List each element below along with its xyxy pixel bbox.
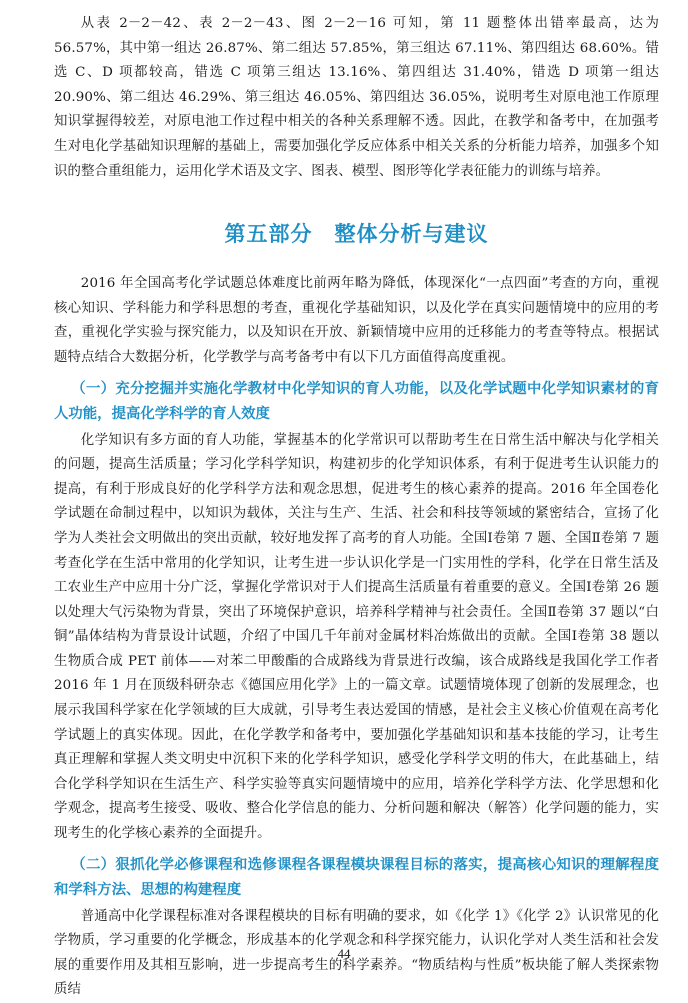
document-page [54,12,659,1003]
section-heading-2: （二）狠抓化学必修课程和选修课程各课程模块课程目标的落实，提高核心知识的理解程度和学科方法、思想的构建程度 [54,856,659,898]
part-title: 第五部分 整体分析与建议 [224,222,489,247]
section-2-paragraph: 普通高中化学课程标准对各课程模块的目标有明确的要求，如《化学 1》《化学 2》认识常见的化学物质，学习重要的化学概念，形成基本的化学观念和科学探究能力，认识化学对人类生活和社会发展的重要作用及其相互影响，进一步提高考生的科学素养。“物质结构与性质”板块能了解人类探索物质结 [54,908,659,998]
section-heading-1: （一）充分挖掘并实施化学教材中化学知识的育人功能，以及化学试题中化学知识素材的育人功能，提高化学科学的育人效度 [54,380,659,422]
overview-paragraph: 2016 年全国高考化学试题总体难度比前两年略为降低，体现深化“一点四面”考查的方向，重视核心知识、学科能力和学科思想的考查，重视化学基础知识，以及化学在真实问题情境中的应用的考查，重视化学实验与探究能力，以及知识在开放、新颖情境中应用的迁移能力的考查等特点。根据试题特点结合大数据分析，化学教学与高考备考中有以下几方面值得高度重视。 [54,276,659,365]
section-1-paragraph: 化学知识有多方面的育人功能，掌握基本的化学常识可以帮助考生在日常生活中解决与化学相关的问题，提高生活质量；学习化学科学知识，构建初步的化学知识体系，有利于促进考生认识能力的提高，有利于形成良好的化学科学方法和观念思想，促进考生的核心素养的提高。2016 年全国卷化学试题在命制过程中，以知识为载体，关注与生产、生活、社会和科技等领域的紧密结合，宣扬了化学为人类社会文明做出的突出贡献，较好地发挥了高考的育人功能。全国Ⅰ卷第 7 题、全国Ⅱ卷第 7 题考查化学在生活中常用的化学知识，让考生进一步认识化学是一门实用性的学科，化学在日常生活及工农业生产中应用十分广泛，掌握化学常识对于人们提高生活质量有着重要的意义。全国Ⅰ卷第 26 题以处理大气污染物为背景，突出了环境保护意识，培养科学精神与社会责任。全国Ⅱ卷第 37 题以“白铜”晶体结构为背景设计试题，介绍了中国几千年前对金属材料冶炼做出的贡献。全国Ⅰ卷第 38 题以生物质合成 PET 前体——对苯二甲酸酯的合成路线为背景进行改编，该合成路线是我国化学工作者 2016 年 1 月在顶级科研杂志《德国应用化学》上的一篇文章。试题情境体现了创新的发展理念，也展示我国科学家在化学领域的巨大成就，引导考生表达爱国的情感，是社会主义核心价值观在高考化学试题上的真实体现。因此，在化学教学和备考中，要加强化学基础知识和基本技能的学习，让考生真正理解和掌握人类文明史中沉积下来的化学科学知识，感受化学科学文明的伟大，在此基础上，结合化学科学知识在生活生产、科学实验等真实问题情境中的应用，培养化学科学方法、化学思想和化学观念，提高考生接受、吸收、整合化学信息的能力、分析问题和解决（解答）化学问题的能力，实现考生的化学核心素养的全面提升。 [54,432,659,842]
page-number: 44 [337,946,351,961]
intro-paragraph: 从表 2－2－42、表 2－2－43、图 2－2－16 可知，第 11 题整体出错率最高，达为 56.57%，其中第一组达 26.87%、第二组达 57.85%，第三组达 67.11%、第四组达 68.60%。错选 C、D 项都较高，错选 C 项第三组达 13.16%、第四组达 31.40%，错选 D 项第一组达 20.90%、第二组达 46.29%、第三组达 46.05%、第四组达 36.05%，说明考生对原电池工作原理知识掌握得较差，对原电池工作过程中相关的各种关系理解不透。因此，在教学和备考中，在加强考生对电化学基础知识理解的基础上，需要加强化学反应体系中相关关系的分析能力培养，加强多个知识的整合重组能力，运用化学术语及文字、图表、模型、图形等化学表征能力的训练与培养。 [54,16,659,179]
